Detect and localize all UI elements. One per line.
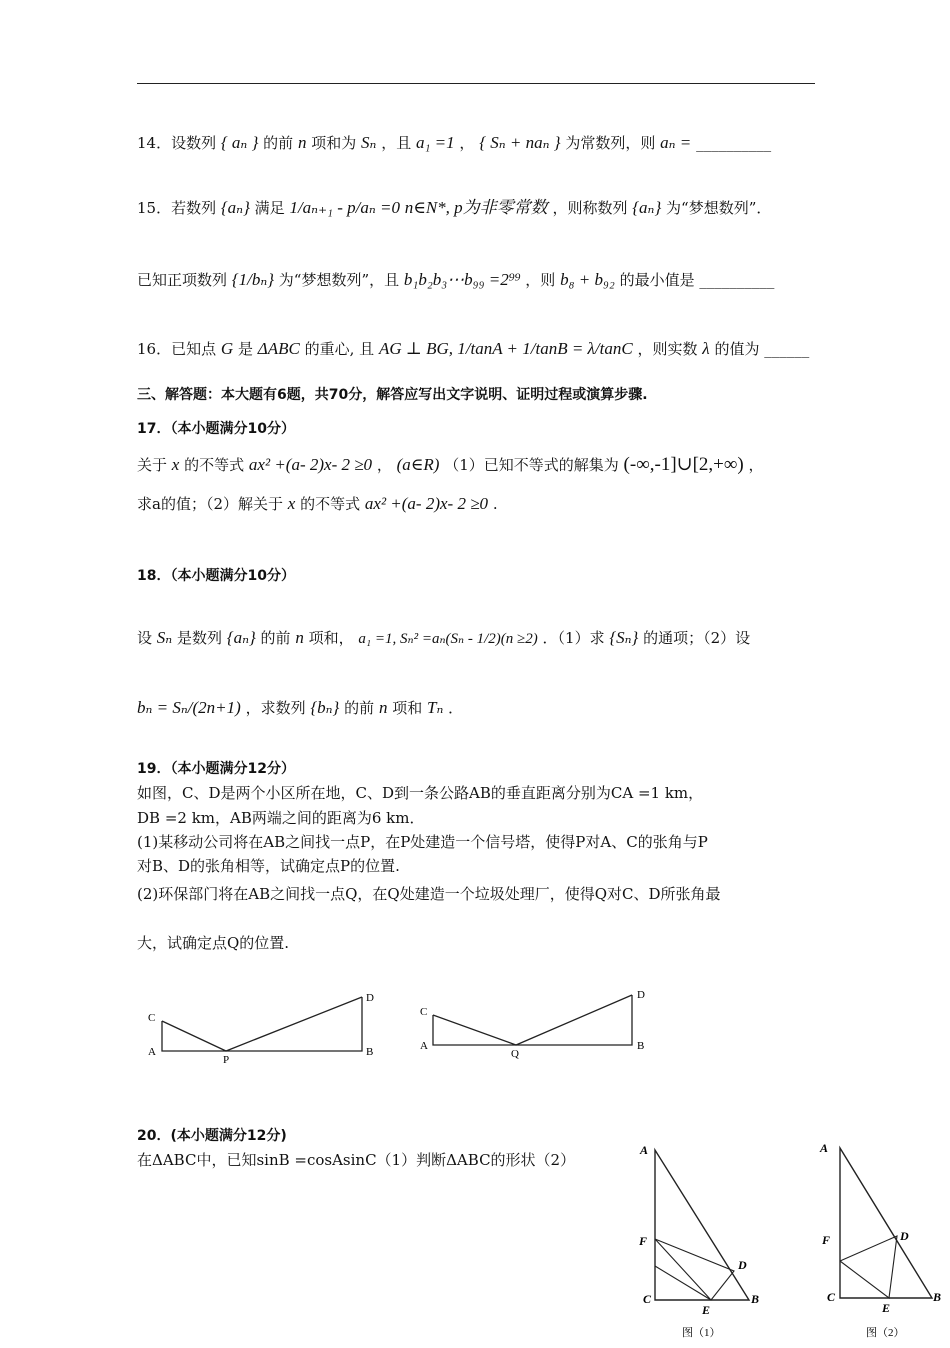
q14-n: n [297, 133, 307, 152]
q18-l1-c: 的前 [260, 629, 291, 647]
q20-fig2-label-A: A [820, 1141, 829, 1155]
q19-line-6: 大，试确定点Q的位置. [137, 934, 290, 952]
q17-inequality: ax² +(a- 2)x- 2 ≥0 [248, 455, 373, 474]
q16-G: G [220, 339, 234, 358]
q15-l2-text-3: 的最小值是 [619, 271, 695, 289]
q20-fig2-label-B: B [933, 1290, 942, 1304]
q18-seq-a: {aₙ} [226, 628, 256, 647]
q18-Sn: Sₙ [156, 628, 173, 647]
q15-text-2: ，则称数列 [552, 199, 628, 217]
fig1-label-A: A [148, 1046, 156, 1058]
q17-x-2: x [287, 494, 296, 513]
fig1-label-B: B [366, 1046, 374, 1058]
q14-prefix: 14．设数列 [137, 134, 217, 152]
q17-x: x [171, 455, 180, 474]
section-3-heading: 三、解答题：本大题有6题，共70分，解答应写出文字说明、证明过程或演算步骤. [137, 387, 648, 403]
q20-fig2-label-C: C [827, 1290, 836, 1304]
q15-l2-text-2: ，则 [525, 271, 556, 289]
q15-prefix: 15．若数列 [137, 199, 217, 217]
q15-text-1: 满足 [254, 199, 285, 217]
q17-title: 17．（本小题满分10分） [137, 421, 295, 437]
q15-sum: b₈ + b₉₂ [560, 270, 615, 289]
fig2-label-D: D [637, 989, 645, 1001]
q19-title: 19．（本小题满分12分） [137, 761, 295, 777]
fig2-label-B: B [637, 1040, 645, 1052]
q14-text-5: 为常数列，则 [565, 134, 656, 152]
q15-l2-text-1: 为“梦想数列”，且 [278, 271, 400, 289]
q14-answer-blank: __________ [696, 134, 772, 152]
q15-answer-blank: __________ [699, 271, 775, 289]
q19-line-2: DB =2 km，AB两端之间的距离为6 km． [137, 809, 425, 827]
q17-line-2 [137, 494, 498, 514]
q17-l1-b: 的不等式 [184, 456, 245, 474]
q18-relation: a₁ =1, Sₙ² =aₙ(Sₙ - 1/2)(n ≥2) [358, 631, 538, 647]
q19-line-1: 如图，C、D是两个小区所在地，C、D到一条公路AB的垂直距离分别为CA =1 km， [137, 784, 704, 802]
q20-fig1-label-A: A [640, 1143, 649, 1157]
fig1-label-P: P [223, 1054, 230, 1066]
q19-line-4: 对B、D的张角相等，试确定点P的位置. [137, 857, 400, 875]
q15-text-3: 为“梦想数列”． [666, 199, 772, 217]
q20-fig1-label-E: E [702, 1303, 711, 1317]
q17-l1-d: （1）已知不等式的解集为 [444, 456, 619, 474]
q15-domain: n∈N*, p为非零常数 [404, 198, 548, 217]
q14-const-seq: { Sₙ + naₙ } [479, 133, 561, 152]
q18-l1-d: 项和， [308, 629, 354, 647]
q20-figure-2 [810, 1136, 950, 1344]
q15-seq-b: {1/bₙ} [231, 270, 275, 289]
q16-answer-blank: ______ [764, 340, 810, 358]
q20-fig1-caption: 图（1） [682, 1327, 721, 1339]
q20-line-1: 在ΔABC中，已知sinB =cosAsinC（1）判断ΔABC的形状（2） [137, 1151, 576, 1169]
q17-l1-c: ， [376, 456, 392, 474]
q18-bn-def: bₙ = Sₙ/(2n+1) [137, 698, 241, 717]
q20-fig2-label-F: F [822, 1233, 831, 1247]
q18-Tn: Tₙ [427, 698, 444, 717]
q16-triangle: ΔABC [257, 339, 300, 358]
q16-condition: AG ⊥ BG, 1/tanA + 1/tanB = λ/tanC [378, 339, 633, 358]
fig2-label-Q: Q [511, 1048, 519, 1060]
q19-figure-q [415, 983, 665, 1068]
q19-line-5: (2)环保部门将在AB之间找一点Q，在Q处建造一个垃圾处理厂，使得Q对C、D所张角最 [137, 885, 721, 903]
q14-text-2: 项和为 [311, 134, 357, 152]
q16-text-2: 的重心, 且 [304, 340, 375, 358]
q18-l2-d: ． [448, 699, 464, 717]
q16-lambda: λ [702, 339, 710, 358]
q17-l2-b: 的不等式 [300, 495, 361, 513]
q18-n: n [295, 628, 304, 647]
q16-text-1: 是 [237, 340, 253, 358]
q16-text-3: ，则实数 [637, 340, 698, 358]
q18-seq-b: {bₙ} [310, 698, 340, 717]
q14-text-4: ， [459, 134, 475, 152]
q20-fig1-label-B: B [751, 1292, 760, 1306]
q20-fig1-label-D: D [738, 1258, 747, 1272]
q18-l1-b: 是数列 [176, 629, 222, 647]
question-15-line-2 [137, 270, 774, 290]
q18-l2-a: ，求数列 [245, 699, 306, 717]
q18-l2-c: 项和 [392, 699, 423, 717]
q17-line-1 [137, 455, 764, 475]
q18-l1-f: 的通项；（2）设 [643, 629, 751, 647]
fig1-label-C: C [148, 1012, 156, 1024]
q18-seq-S: {Sₙ} [609, 628, 639, 647]
q15-condition: 1/aₙ₊₁ - p/aₙ =0 [289, 198, 400, 217]
q18-line-1 [137, 628, 750, 649]
q18-title: 18．（本小题满分10分） [137, 568, 295, 584]
q20-fig2-caption: 图（2） [866, 1327, 905, 1339]
q16-text-4: 的值为 [714, 340, 760, 358]
q20-title: 20．(本小题满分12分) [137, 1128, 287, 1144]
q17-inequality-2: ax² +(a- 2)x- 2 ≥0 [364, 494, 489, 513]
q17-tail: ， [748, 456, 764, 474]
q14-text-1: 的前 [263, 134, 294, 152]
q20-fig2-label-D: D [900, 1229, 909, 1243]
q14-an: aₙ = [660, 133, 692, 152]
q14-a1: a₁ =1 [416, 133, 455, 152]
q17-solution-set: (-∞,-1]∪[2,+∞) [623, 454, 744, 475]
fig1-label-D: D [366, 992, 374, 1004]
question-16 [137, 339, 809, 359]
q16-prefix: 16．已知点 [137, 340, 217, 358]
q20-fig1-label-C: C [643, 1292, 652, 1306]
q20-figure-1 [630, 1138, 770, 1344]
q18-l1-e: ．（1）求 [542, 629, 605, 647]
q15-l2-prefix: 已知正项数列 [137, 271, 228, 289]
q15-product: b₁b₂b₃⋯b₉₉ =2⁹⁹ [403, 270, 521, 289]
q17-l2-a: 求a的值；（2）解关于 [137, 495, 283, 513]
q17-condition: (a∈R) [396, 455, 440, 474]
question-15 [137, 198, 771, 218]
q20-fig2-label-E: E [882, 1301, 891, 1315]
fig2-label-C: C [420, 1006, 428, 1018]
q18-n-2: n [378, 698, 388, 717]
q18-l1-a: 设 [137, 629, 153, 647]
q17-l1-a: 关于 [137, 456, 168, 474]
q18-l2-b: 的前 [344, 699, 375, 717]
q20-fig1-label-F: F [639, 1234, 648, 1248]
question-14 [137, 133, 771, 153]
q19-figure-p [140, 985, 390, 1070]
q14-Sn: Sₙ [361, 133, 377, 152]
q18-line-2 [137, 698, 463, 718]
q15-seq-a-2: {aₙ} [632, 198, 662, 217]
fig2-label-A: A [420, 1040, 428, 1052]
header-rule [137, 83, 815, 84]
q15-seq-a: {aₙ} [220, 198, 250, 217]
q14-seq-a: { aₙ } [220, 133, 259, 152]
q14-text-3: ，且 [381, 134, 412, 152]
q19-line-3: (1)某移动公司将在AB之间找一点P，在P处建造一个信号塔，使得P对A、C的张角与P [137, 833, 708, 851]
q17-l2-end: . [492, 495, 498, 513]
